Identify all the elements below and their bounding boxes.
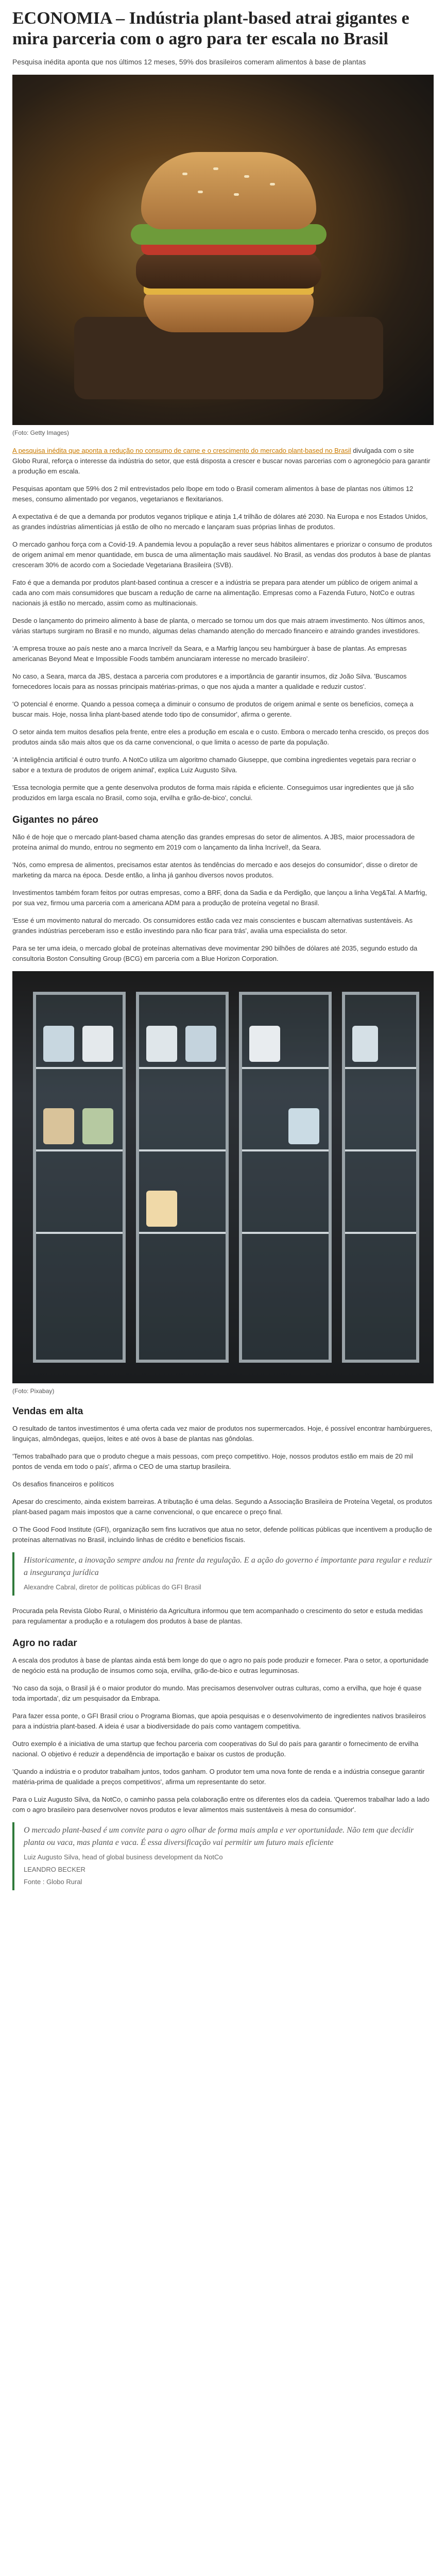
paragraph: 'No caso da soja, o Brasil já é o maior produtor do mundo. Mas precisamos desenvolver outras culturas, como a ervilha, que hoje é quase toda importada', diz um pesquisador da Embrapa.: [12, 1684, 422, 1702]
product-item: [146, 1026, 177, 1062]
paragraph: 'Essa tecnologia permite que a gente desenvolva produtos de forma mais rápida e eficiente. Conseguimos usar ingredientes que já são produzidos em larga escala no Brasil, como soja, ervilha e grão-de-bico', conclui.: [12, 784, 414, 802]
fridge-shelf: [345, 1149, 416, 1151]
paragraph: Não é de hoje que o mercado plant-based chama atenção das grandes empresas do setor de alimentos. A JBS, maior processadora de proteína animal do mundo, entrou no segmento em 2019 com o lançamento da linha Incrível!, da Seara.: [12, 833, 415, 851]
paragraph-text: divulgada com o site Globo Rural, reforça o interesse da indústria do setor, que está disposta a crescer e buscar novas parcerias com o agronegócio para garantir a produção em escala.: [12, 447, 431, 475]
quote-source: LEANDRO BECKER: [24, 1866, 85, 1873]
paragraph: 'Quando a indústria e o produtor trabalham juntos, todos ganham. O produtor tem uma nova fonte de renda e a indústria consegue garantir matéria-prima de qualidade a preços competitivos', afirma um representante do setor.: [12, 1768, 425, 1786]
paragraph: No caso, a Seara, marca da JBS, destaca a parceria com produtores e a importância de garantir insumos, diz João Silva. 'Buscamos fornecedores locais para as nossas principais matérias-primas, o que nos ajuda a manter a qualidade e reduzir custos'.: [12, 672, 407, 690]
fridge-shelf: [36, 1149, 123, 1151]
fridge-shelf: [242, 1067, 329, 1069]
paragraph: O mercado ganhou força com a Covid-19. A pandemia levou a população a rever seus hábitos alimentares e priorizar o consumo de produtos de origem animal em menor quantidade, em busca de uma alimentação mais saudável. No Brasil, as vendas dos produtos à base de plantas cresceram 30% de acordo com a Sociedade Vegetariana Brasileira (SVB).: [12, 540, 433, 569]
fridge-shelf: [36, 1067, 123, 1069]
sesame-seed: [182, 173, 187, 175]
fridge-shelf: [345, 1232, 416, 1234]
burger-patty: [136, 252, 321, 289]
fridge-shelf: [242, 1232, 329, 1234]
fridge-shelf: [139, 1067, 226, 1069]
paragraph: O resultado de tantos investimentos é uma oferta cada vez maior de produtos nos supermercados. Hoje, é possível encontrar hambúrgueres, linguiças, almôndegas, queijos, leites e até ovos à base de plantas nas gôndolas.: [12, 1425, 433, 1443]
article-title: ECONOMIA – Indústria plant-based atrai gigantes e mira parceria com o agro para ter escala no Brasil: [12, 9, 409, 48]
paragraph: 'Nós, como empresa de alimentos, precisamos estar atentos às tendências do mercado e aos desejos do consumidor', disse o diretor de marketing da marca na época. Desde então, a linha já ganhou diversos novos produtos.: [12, 861, 418, 879]
sesame-seed: [270, 183, 275, 185]
fridge-shelf: [36, 1232, 123, 1234]
paragraph: Investimentos também foram feitos por outras empresas, como a BRF, dona da Sadia e da Perdigão, que lançou a linha Veg&Tal. A Marfrig, por sua vez, firmou uma parceria com a americana ADM para a produção de proteína vegetal no Brasil.: [12, 889, 427, 907]
paragraph: Para se ter uma ideia, o mercado global de proteínas alternativas deve movimentar 290 bilhões de dólares até 2035, segundo estudo da consultoria Boston Consulting Group (BCG) em parceria com a Blue Horizon Corporation.: [12, 944, 418, 962]
fridge-door: [239, 992, 332, 1363]
fridge-door: [342, 992, 419, 1363]
product-item: [82, 1026, 113, 1062]
product-item: [43, 1108, 74, 1144]
paragraph: 'O potencial é enorme. Quando a pessoa começa a diminuir o consumo de produtos de origem animal e sente os benefícios, começa a buscar mais. Hoje, nossa linha plant-based atende todo tipo de consumidor', afirma o gerente.: [12, 700, 414, 718]
paragraph: Fato é que a demanda por produtos plant-based continua a crescer e a indústria se prepara para atender um público de origem animal a cada ano com mais consumidores que buscam a redução de carne na alimentação. Empresas como a Fazenda Futuro, NotCo e outras nacionais já estão no mercado, assim como as multinacionais.: [12, 579, 418, 607]
section-heading: Vendas em alta: [12, 1406, 83, 1417]
paragraph: 'Temos trabalhado para que o produto chegue a mais pessoas, com preço competitivo. Hoje, nossos produtos estão em mais de 20 mil pontos de venda em todo o país', afirma o CEO de uma startup brasileira.: [12, 1452, 413, 1470]
bun-bottom: [144, 291, 314, 332]
fridge-door: [136, 992, 229, 1363]
product-item: [185, 1026, 216, 1062]
paragraph: 'Esse é um movimento natural do mercado. Os consumidores estão cada vez mais conscientes e buscam alternativas sustentáveis. As grandes indústrias perceberam isso e estão investindo para não ficar para trás', avalia uma especialista do setor.: [12, 917, 413, 935]
photo-caption: (Foto: Getty Images): [12, 429, 70, 436]
paragraph: Para o Luiz Augusto Silva, da NotCo, o caminho passa pela colaboração entre os diferentes elos da cadeia. 'Queremos trabalhar lado a lado com o agro brasileiro para desenvolver novos produtos e levar alimentos mais sustentáveis à mesa do consumidor'.: [12, 1795, 430, 1814]
paragraph: Apesar do crescimento, ainda existem barreiras. A tributação é uma delas. Segundo a Associação Brasileira de Proteína Vegetal, os produtos plant-based pagam mais impostos que a carne convencional, o que encarece o preço final.: [12, 1498, 433, 1516]
section-heading: Agro no radar: [12, 1638, 77, 1649]
paragraph: 'A empresa trouxe ao país neste ano a marca Incrível! da Seara, e a Marfrig lançou seu hambúrguer à base de plantas. As empresas americanas Beyond Meat e Impossible Foods também anunciaram interesse no mercado brasileiro'.: [12, 645, 407, 663]
quote-text: O mercado plant-based é um convite para o agro olhar de forma mais ampla e ver oportunidade. Não tem que decidir planta ou vaca, mas planta e vaca. É essa diversificação vai permitir um futuro mais eficiente: [24, 1826, 414, 1847]
photo-caption: (Foto: Pixabay): [12, 1387, 55, 1395]
sesame-seed: [244, 175, 249, 178]
sesame-seed: [213, 167, 218, 170]
supermarket-fridge-photo: [12, 971, 434, 1383]
sesame-seed: [234, 193, 239, 196]
product-item: [43, 1026, 74, 1062]
sesame-seed: [198, 191, 203, 193]
paragraph: Os desafios financeiros e políticos: [12, 1480, 114, 1488]
product-item: [249, 1026, 280, 1062]
product-item: [82, 1108, 113, 1144]
pull-quote: [12, 1552, 434, 1596]
section-heading: Gigantes no páreo: [12, 815, 98, 825]
paragraph: Para fazer essa ponte, o GFI Brasil criou o Programa Biomas, que apoia pesquisas e o desenvolvimento de ingredientes nativos brasileiros para a indústria plant-based. A ideia é usar a biodiversidade do país como vantagem competitiva.: [12, 1712, 426, 1730]
paragraph: 'A inteligência artificial é outro trunfo. A NotCo utiliza um algoritmo chamado Giuseppe, que combina ingredientes vegetais para recriar o sabor e a textura de produtos de origem animal', explica Luiz Augusto Silva.: [12, 756, 416, 774]
fridge-door: [33, 992, 126, 1363]
paragraph: O setor ainda tem muitos desafios pela frente, entre eles a produção em escala e o custo. Embora o mercado tenha crescido, os preços dos produtos ainda são mais altos que os da carne convencional, o que limita o acesso de parte da população.: [12, 728, 429, 746]
fridge-shelf: [242, 1149, 329, 1151]
paragraph: Pesquisas apontam que 59% dos 2 mil entrevistados pelo Ibope em todo o Brasil comeram alimentos à base de plantas nos últimos 12 meses, consumo alimentado por veganos, vegetarianos e flexitarianos.: [12, 485, 414, 503]
quote-author: Alexandre Cabral, diretor de políticas públicas do GFI Brasil: [24, 1583, 201, 1591]
bun-top: [141, 152, 316, 229]
quote-text: Historicamente, a inovação sempre andou na frente da regulação. E a ação do governo é importante para regular e reduzir a insegurança jurídica: [24, 1556, 432, 1577]
fridge-shelf: [139, 1149, 226, 1151]
article-source: Fonte : Globo Rural: [24, 1878, 82, 1886]
paragraph: Outro exemplo é a iniciativa de uma startup que fechou parceria com cooperativas do Sul do país para garantir o fornecimento de ervilha nacional. O objetivo é reduzir a dependência de importação e baixar os custos de produção.: [12, 1740, 419, 1758]
product-item: [352, 1026, 378, 1062]
paragraph: A escala dos produtos à base de plantas ainda está bem longe do que o agro no país pode produzir e fornecer. Para o setor, a oportunidade de negócio está na produção de insumos como soja, ervilha, grão-de-bico e outras leguminosas.: [12, 1656, 429, 1674]
research-link[interactable]: A pesquisa inédita que aponta a redução no consumo de carne e o crescimento do mercado plant-based no Brasil: [12, 447, 351, 454]
burger-photo: [12, 75, 434, 425]
pull-quote: [12, 1822, 434, 1890]
fridge-shelf: [139, 1232, 226, 1234]
paragraph: Desde o lançamento do primeiro alimento à base de planta, o mercado se tornou um dos que mais atraem investimento. Nos últimos anos, várias startups surgiram no Brasil e no mundo, algumas delas chamando atenção do mercado financeiro e atraindo grandes investidores.: [12, 617, 425, 635]
product-item: [288, 1108, 319, 1144]
article-lede: Pesquisa inédita aponta que nos últimos 12 meses, 59% dos brasileiros comeram alimentos à base de plantas: [12, 58, 366, 66]
paragraph: A expectativa é de que a demanda por produtos veganos triplique e atinja 1,4 trilhão de dólares até 2030. Na Europa e nos Estados Unidos, as grandes indústrias alimentícias já estão de olho no mercado e lançaram suas próprias linhas de produtos.: [12, 513, 428, 531]
paragraph: Procurada pela Revista Globo Rural, o Ministério da Agricultura informou que tem acompanhado o crescimento do setor e estuda medidas para regulamentar a produção e a rotulagem dos produtos à base de plantas.: [12, 1607, 423, 1625]
product-item: [146, 1191, 177, 1227]
paragraph: O The Good Food Institute (GFI), organização sem fins lucrativos que atua no setor, defende políticas públicas que incentivem a produção de proteínas alternativas no Brasil, incluindo linhas de crédito e benefícios fiscais.: [12, 1526, 432, 1544]
quote-author: Luiz Augusto Silva, head of global business development da NotCo: [24, 1853, 223, 1861]
fridge-shelf: [345, 1067, 416, 1069]
paragraph: [12, 446, 434, 477]
